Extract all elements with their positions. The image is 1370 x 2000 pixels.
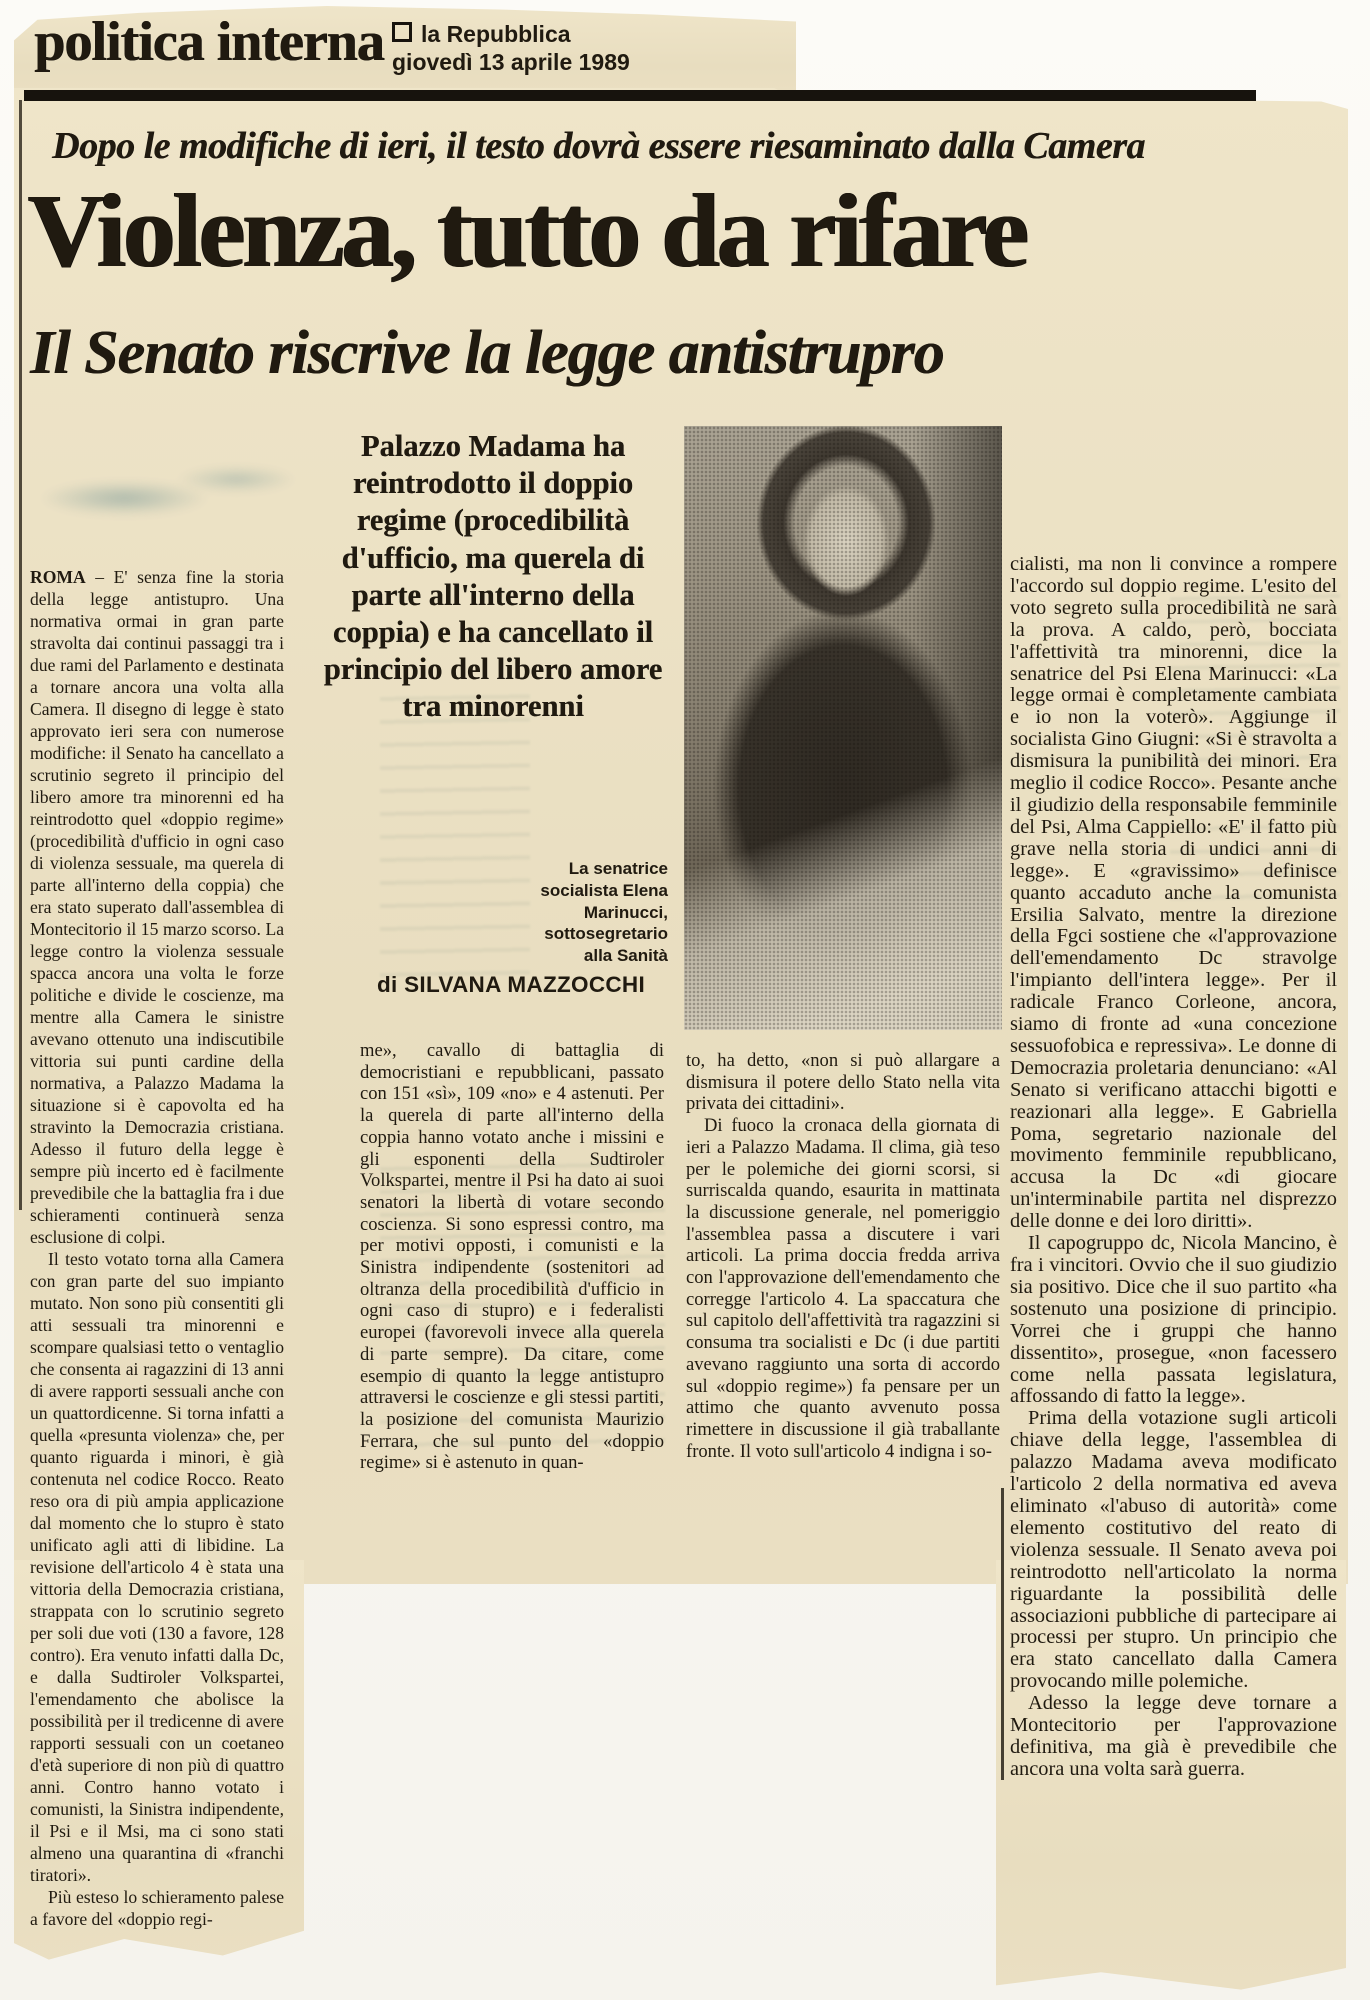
masthead-right — [392, 20, 630, 76]
masthead-rule — [24, 90, 1256, 101]
checkbox-icon — [392, 22, 412, 42]
left-edge-column-rule — [19, 100, 22, 1210]
kicker: Dopo le modifiche di ieri, il testo dovrà essere riesaminato dalla Camera — [52, 125, 1145, 167]
section-title: politica interna — [34, 11, 384, 73]
paper-name: la Repubblica — [421, 21, 571, 47]
paragraph: Di fuoco la cronaca della giornata di ieri a Palazzo Madama. Il clima, già teso per le polemiche dei giorni scorsi, si surriscalda quando, esaurita in mattinata la discussione generale, nel pomeriggio l'assemblea passa a discutere i vari articoli. La prima doccia fredda arriva con l'approvazione dell'emendamento che corregge l'articolo 4. La spaccatura che sul capitolo dell'affettività tra ragazzini si consuma tra socialisti e Dc (i due partiti avevano raggiunto una sorta di accordo sul «doppio regime») fa pensare per un attimo che quanto avvenuto possa rimettere in discussione il già traballante fronte. Il voto sull'articolo 4 indigna i so- — [686, 1115, 1000, 1462]
paragraph: to, ha detto, «non si può allargare a dismisura il potere dello Stato nella vita privata dei cittadini». — [686, 1050, 1000, 1115]
body-column-3 — [686, 1050, 1000, 1566]
dateline: ROMA — [30, 567, 86, 587]
lede-paragraph: Palazzo Madama ha reintrodotto il doppio regime (procedibilità d'ufficio, ma querela di parte all'interno della coppia) e ha cancellato il principio del libero amore tra minorenni — [323, 429, 663, 724]
body-column-4 — [1010, 554, 1337, 1956]
paragraph: Il capogruppo dc, Nicola Mancino, è fra i vincitori. Ovvio che il suo giudizio sia positivo. Dice che il suo partito «ha sostenuto una posizione di principio. Vorrei che i gruppi che hanno dissentito», prosegue, «non facessero come nella passata legislatura, affossando di fatto la legge». — [1010, 1232, 1337, 1408]
paper-name-line — [392, 20, 630, 48]
right-column-rule — [1001, 1488, 1004, 1780]
photo-elena-marinucci — [684, 426, 1002, 1030]
paragraph: cialisti, ma non li convince a rompere l'accordo sul doppio regime. L'esito del voto segreto sulla procedibilità ne sarà la prova. A caldo, però, bocciata l'affettività tra minorenni, dice la senatrice del Psi Elena Marinucci: «La legge ormai è completamente cambiata e io non la voterò». Aggiunge il socialista Gino Giugni: «Si è stravolta a dismisura la punibilità dei minori. Era meglio il codice Rocco». Pesante anche il giudizio della responsabile femminile del Psi, Alma Cappiello: «E' il fatto più grave nella storia di undici anni di legge». E «gravissimo» definisce quanto accaduto anche la comunista Ersilia Salvato, mentre la direzione della Fgci sostiene che «l'approvazione dell'emendamento Dc stravolge l'impianto dell'intera legge». Per il radicale Franco Corleone, ancora, siamo di fronte ad «una concezione sessuofobica e repressiva». Le donne di Democrazia proletaria denunciano: «Al Senato si verificano attacchi bigotti e reazionari alla legge». E Gabriella Poma, segretario nazionale del movimento femminile repubblicano, accusa la Dc «di giocare un'interminabile partita nel disprezzo delle donne e dei loro diritti». — [1010, 554, 1337, 1233]
paragraph: Il testo votato torna alla Camera con gran parte del suo impianto mutato. Non sono più consentiti gli atti sessuali tra minorenni e scompare qualsiasi tetto o ventaglio che consenta ai ragazzini di 13 anni di avere rapporti sessuali anche con un quattordicenne. Si torna infatti a quella «presunta violenza» che, per quanto riguarda i minori, è già contenuta nel codice Rocco. Reato reso ora di più ampia applicazione dal momento che lo stupro è stato unificato agli atti di libidine. La revisione dell'articolo 4 è stata una vittoria della Democrazia cristiana, strappata con lo scrutinio segreto per soli due voti (130 a favore, 128 contro). Era venuto infatti dalla Dc, e dalla Sudtiroler Volkspartei, l'emendamento che abolisce la possibilità per il tredicenne di avere rapporti sessuali con un coetaneo d'età superiore di non più di quattro anni. Contro hanno votato i comunisti, la Sinistra indipendente, il Psi e il Msi, ma ci sono stati almeno una quarantina di «franchi tiratori». — [30, 1249, 284, 1885]
issue-date: giovedì 13 aprile 1989 — [392, 49, 630, 75]
paragraph: Adesso la legge deve tornare a Montecitorio per l'approvazione definitiva, ma già è prevedibile che ancora una volta sarà guerra. — [1010, 1692, 1337, 1780]
paragraph: me», cavallo di battaglia di democristiani e repubblicani, passato con 151 «sì», 109 «no» e 4 astenuti. Per la querela di parte all'interno della coppia hanno votato anche i missini e gli esponenti della Sudtiroler Volkspartei, mentre il Psi ha dato ai suoi senatori la libertà di votare secondo coscienza. Si sono espressi contro, ma per motivi opposti, i comunisti e la Sinistra indipendente (sostenitori ad oltranza della procedibilità d'ufficio in ogni caso di stupro) e i federalisti europei (favorevoli invece alla querela di parte sempre). Da citare, come esempio di quanto la legge antistupro attraversi le coscienze e gli stessi partiti, la posizione del comunista Maurizio Ferrara, che sul punto del «doppio regime» si è astenuto in quan- — [360, 1040, 664, 1474]
body-column-2 — [360, 1040, 664, 1562]
paragraph: Più esteso lo schieramento palese a favore del «doppio regi- — [30, 1887, 284, 1929]
headline: Violenza, tutto da rifare — [28, 172, 1027, 289]
body-column-1 — [30, 566, 284, 1948]
byline: di SILVANA MAZZOCCHI — [376, 972, 646, 997]
photo-caption: La senatrice socialista Elena Marinucci, sottosegretario alla Sanità — [540, 859, 668, 965]
subhead: Il Senato riscrive la legge antistrupro — [30, 319, 944, 387]
paragraph: Prima della votazione sugli articoli chiave della legge, l'assemblea di palazzo Madama aveva modificato l'articolo 2 della normativa ed aveva eliminato «l'abuso di autorità» come elemento costitutivo del reato di violenza sessuale. Il Senato aveva poi reintrodotto nell'articolato la norma riguardante la possibilità delle associazioni pubbliche di partecipare ai processi per stupro. Un principio che era stato cancellato dalla Camera provocando mille polemiche. — [1010, 1407, 1337, 1693]
paragraph — [30, 566, 284, 1248]
paragraph-text: – E' senza fine la storia della legge antistupro. Una normativa ormai in gran parte stravolta dai continui passaggi tra i due rami del Parlamento e destinata a tornare ancora una volta alla Camera. Il disegno di legge è stato approvato ieri sera con numerose modifiche: il Senato ha cancellato a scrutinio segreto il principio del libero amore tra minorenni ed ha reintrodotto quel «doppio regime» (procedibilità d'ufficio in ogni caso di violenza sessuale, ma querela di parte all'interno della coppia) che era stato superato dall'assemblea di Montecitorio il 15 marzo scorso. La legge contro la violenza sessuale spacca ancora una volta le forze politiche e divide le coscienze, ma mentre alla Camera le sinistre avevano ottenuto una indiscutibile vittoria sui punti cardine della normativa, a Palazzo Madama la situazione si è capovolta ed ha stravinto la Democrazia cristiana. Adesso il futuro della legge è sempre più incerto ed è facilmente prevedibile che la battaglia fra i due schieramenti continuerà senza esclusione di colpi. — [30, 567, 284, 1247]
